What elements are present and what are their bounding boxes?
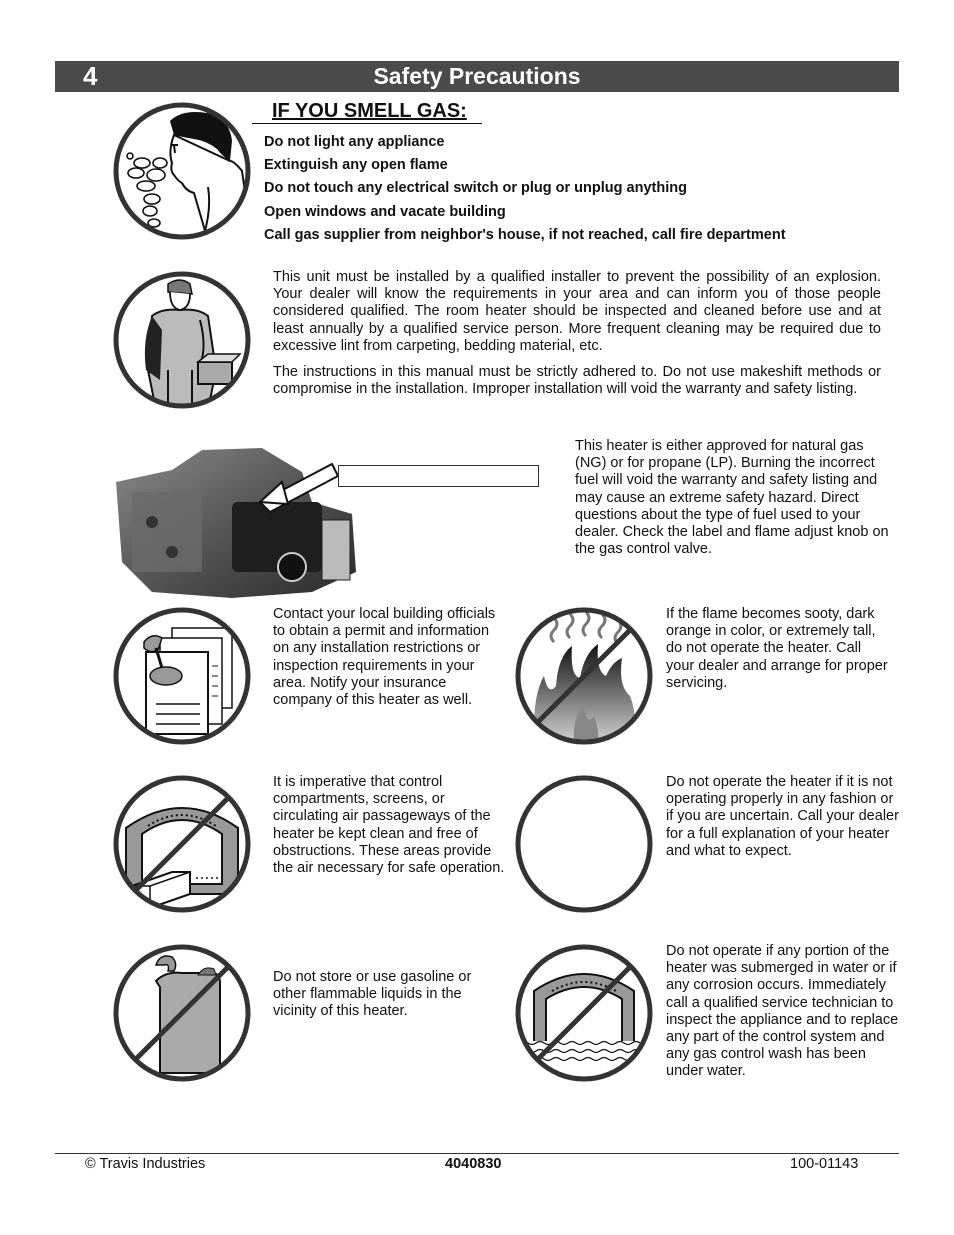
permits-text: Contact your local building officials to obtain a permit and information on any installation restrictions or inspection requirements in your area. Notify your insurance company of this heater as well. bbox=[273, 606, 496, 709]
page-title: Safety Precautions bbox=[373, 63, 581, 89]
gas-smell-icon bbox=[112, 101, 252, 241]
gas-control-valve-image bbox=[112, 442, 360, 600]
clean-passageways-text: It is imperative that control compartments, screens, or circulating air passageways of the heater be kept clean and free of obstructions. These areas provide the air necessary for safe operation. bbox=[273, 774, 505, 877]
empty-circle-icon bbox=[514, 774, 654, 914]
footer-rule bbox=[55, 1153, 899, 1154]
improper-operation-text: Do not operate the heater if it is not operating properly in any fashion or if you are uncertain. Call your dealer for a full explanation of your heater and what to expect. bbox=[666, 774, 899, 859]
sooty-flame-icon bbox=[514, 606, 654, 746]
installer-text bbox=[273, 269, 881, 407]
flame-warning-text: If the flame becomes sooty, dark orange in color, or extremely tall, do not operate the heater. Call your dealer and arrange for proper servicing. bbox=[666, 606, 888, 691]
installer-icon bbox=[112, 270, 252, 410]
section-number: 4 bbox=[83, 61, 98, 91]
gas-warning-item: Call gas supplier from neighbor's house, if not reached, call fire department bbox=[264, 227, 786, 243]
submerged-warning-text: Do not operate if any portion of the heater was submerged in water or if any corrosion occurs. Immediately call a qualified service technician to inspect the appliance and to replace any part of the control system and any gas control wash has been under water. bbox=[666, 943, 899, 1080]
blocked-vent-icon bbox=[112, 774, 252, 914]
gas-warning-item: Do not light any appliance bbox=[264, 134, 445, 150]
installer-paragraph: This unit must be installed by a qualified installer to prevent the possibility of an explosion. Your dealer will know the requirements in your area and can inform you of those people considered qualified. The room heater should be inspected and cleaned before use and at least annually by a qualified service person. More frequent cleaning may be required due to excessive lint from carpeting, bedding material, etc. bbox=[273, 269, 881, 354]
gas-warning-item: Open windows and vacate building bbox=[264, 204, 506, 220]
heading-rule bbox=[252, 123, 482, 124]
footer-part-number: 100-01143 bbox=[790, 1156, 859, 1172]
gasoline-warning-text: Do not store or use gasoline or other flammable liquids in the vicinity of this heater. bbox=[273, 969, 472, 1020]
valve-label-box bbox=[338, 465, 539, 487]
gas-warning-heading: IF YOU SMELL GAS: bbox=[272, 100, 467, 122]
permit-documents-icon bbox=[112, 606, 252, 746]
gasoline-can-icon bbox=[112, 943, 252, 1083]
section-header bbox=[55, 61, 899, 92]
footer-copyright: © Travis Industries bbox=[85, 1156, 206, 1172]
installer-paragraph: The instructions in this manual must be strictly adhered to. Do not use makeshift methods or compromise in the installation. Improper installation will void the warranty and safety listing. bbox=[273, 364, 881, 398]
gas-warning-item: Do not touch any electrical switch or plug or unplug anything bbox=[264, 180, 687, 196]
gas-warning-item: Extinguish any open flame bbox=[264, 157, 448, 173]
submerged-heater-icon bbox=[514, 943, 654, 1083]
fuel-type-text: This heater is either approved for natural gas (NG) or for propane (LP). Burning the incorrect fuel will void the warranty and safety listing and may cause an extreme safety hazard. Direct questions about the type of fuel used to your dealer. Check the label and flame adjust knob on the gas control valve. bbox=[575, 438, 889, 558]
footer-document-number: 4040830 bbox=[445, 1156, 502, 1172]
